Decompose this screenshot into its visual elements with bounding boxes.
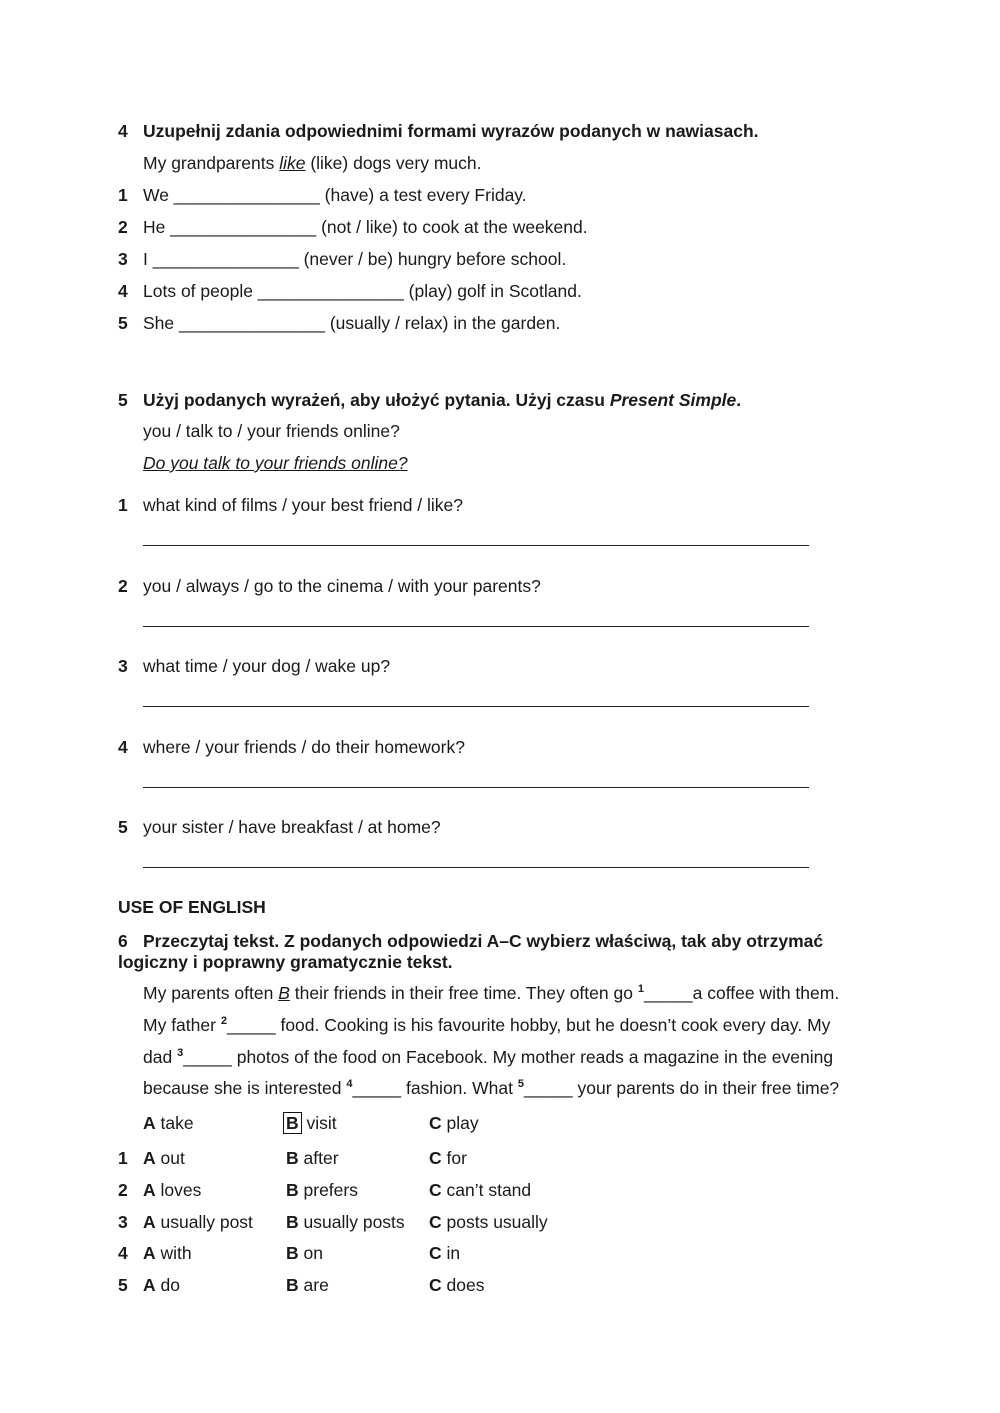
options-row	[0, 1148, 1000, 1172]
option-a[interactable]: A take	[143, 1113, 194, 1133]
option-b-selected[interactable]: B visit	[286, 1113, 337, 1134]
ex5-item-prompt: what kind of films / your best friend / like?	[143, 495, 463, 515]
exercise-5-instruction: Użyj podanych wyrażeń, aby ułożyć pytania. Użyj czasu Present Simple.	[143, 390, 742, 410]
exercise-6-instruction-line1: Przeczytaj tekst. Z podanych odpowiedzi A–C wybierz właściwą, tak aby otrzymać	[143, 931, 824, 951]
gap-text-line: My parents often B their friends in their free time. They often go $^1$_____a coffee with them.	[143, 983, 840, 1003]
option-b[interactable]: B prefers	[286, 1180, 358, 1200]
answer-line[interactable]	[143, 867, 809, 868]
ex5-item-number: 5	[118, 817, 128, 837]
answer-line[interactable]	[143, 706, 809, 707]
option-a[interactable]: A out	[143, 1148, 185, 1168]
ex4-item-text[interactable]: Lots of people _______________ (play) golf in Scotland.	[143, 281, 582, 301]
ex4-item-number: 3	[118, 249, 128, 269]
option-b[interactable]: B are	[286, 1275, 329, 1295]
ex4-item-text[interactable]: We _______________ (have) a test every Friday.	[143, 185, 527, 205]
ex4-item-number: 2	[118, 217, 128, 237]
ex4-item-text[interactable]: He _______________ (not / like) to cook at the weekend.	[143, 217, 588, 237]
option-b[interactable]: B usually posts	[286, 1212, 405, 1232]
option-b[interactable]: B after	[286, 1148, 339, 1168]
exercise-4-number: 4	[118, 121, 128, 141]
option-a[interactable]: A usually post	[143, 1212, 253, 1232]
option-c[interactable]: C posts usually	[429, 1212, 548, 1232]
gap[interactable]: _____ food. Cooking is his favourite hobby, but he doesn’t cook every day. My	[226, 1015, 831, 1035]
ex5-item-number: 2	[118, 576, 128, 596]
ex4-item-number: 1	[118, 185, 128, 205]
example-answer: B	[278, 983, 290, 1003]
gap-text-line: because she is interested $^4$_____ fashion. What $^5$_____ your parents do in their free time?	[143, 1078, 840, 1098]
option-a[interactable]: A with	[143, 1243, 192, 1263]
ex5-item-number: 3	[118, 656, 128, 676]
exercise-4-instruction: Uzupełnij zdania odpowiednimi formami wyrazów podanych w nawiasach.	[143, 121, 759, 141]
ex5-item-prompt: you / always / go to the cinema / with your parents?	[143, 576, 541, 596]
ex4-item-number: 4	[118, 281, 128, 301]
answer-line[interactable]	[143, 545, 809, 546]
exercise-5-number: 5	[118, 390, 128, 410]
gap-number: 2	[220, 1015, 227, 1027]
option-c[interactable]: C for	[429, 1148, 467, 1168]
ex4-item-text[interactable]: I _______________ (never / be) hungry before school.	[143, 249, 567, 269]
options-row	[0, 1243, 1000, 1267]
option-c[interactable]: C does	[429, 1275, 485, 1295]
gap[interactable]: _____a coffee with them.	[643, 983, 840, 1003]
exercise-4-example: My grandparents like (like) dogs very much.	[143, 153, 482, 173]
answer-line[interactable]	[143, 626, 809, 627]
options-row	[0, 1275, 1000, 1299]
ex5-item-prompt: your sister / have breakfast / at home?	[143, 817, 441, 837]
ex5-item-prompt: where / your friends / do their homework?	[143, 737, 465, 757]
options-row-number: 5	[118, 1275, 128, 1295]
option-c[interactable]: C can’t stand	[429, 1180, 532, 1200]
gap-number: 3	[177, 1047, 184, 1059]
ex5-item-prompt: what time / your dog / wake up?	[143, 656, 391, 676]
ex4-item-number: 5	[118, 313, 128, 333]
gap-text-line: My father $^2$_____ food. Cooking is his favourite hobby, but he doesn’t cook every day. My	[143, 1015, 831, 1035]
gap-number: 1	[637, 983, 644, 995]
exercise-5-example-answer: Do you talk to your friends online?	[143, 453, 408, 473]
options-row	[0, 1180, 1000, 1204]
example-answer: like	[279, 153, 306, 173]
option-c[interactable]: C play	[429, 1113, 479, 1133]
options-row	[0, 1212, 1000, 1236]
section-heading: USE OF ENGLISH	[118, 897, 266, 917]
option-c[interactable]: C in	[429, 1243, 461, 1263]
gap-number: 5	[517, 1078, 524, 1090]
options-row-number: 2	[118, 1180, 128, 1200]
options-row-number: 3	[118, 1212, 128, 1232]
option-a[interactable]: A loves	[143, 1180, 202, 1200]
ex5-item-number: 4	[118, 737, 128, 757]
example-options-row	[0, 1113, 1000, 1137]
gap-text-line: dad $^3$_____ photos of the food on Facebook. My mother reads a magazine in the evening	[143, 1047, 834, 1067]
exercise-6-number: 6	[118, 931, 128, 951]
ex4-item-text[interactable]: She _______________ (usually / relax) in the garden.	[143, 313, 561, 333]
selected-letter-box: B	[283, 1112, 302, 1134]
options-row-number: 1	[118, 1148, 128, 1168]
gap-number: 4	[346, 1078, 353, 1090]
option-b[interactable]: B on	[286, 1243, 323, 1263]
gap[interactable]: _____ photos of the food on Facebook. My mother reads a magazine in the evening	[183, 1047, 834, 1067]
options-row-number: 4	[118, 1243, 128, 1263]
option-a[interactable]: A do	[143, 1275, 180, 1295]
exercise-5-example-prompt: you / talk to / your friends online?	[143, 421, 400, 441]
gap[interactable]: _____ fashion. What	[352, 1078, 518, 1098]
answer-line[interactable]	[143, 787, 809, 788]
ex5-item-number: 1	[118, 495, 128, 515]
exercise-6-instruction-line2: logiczny i poprawny gramatycznie tekst.	[118, 952, 453, 972]
gap[interactable]: _____ your parents do in their free time?	[523, 1078, 840, 1098]
